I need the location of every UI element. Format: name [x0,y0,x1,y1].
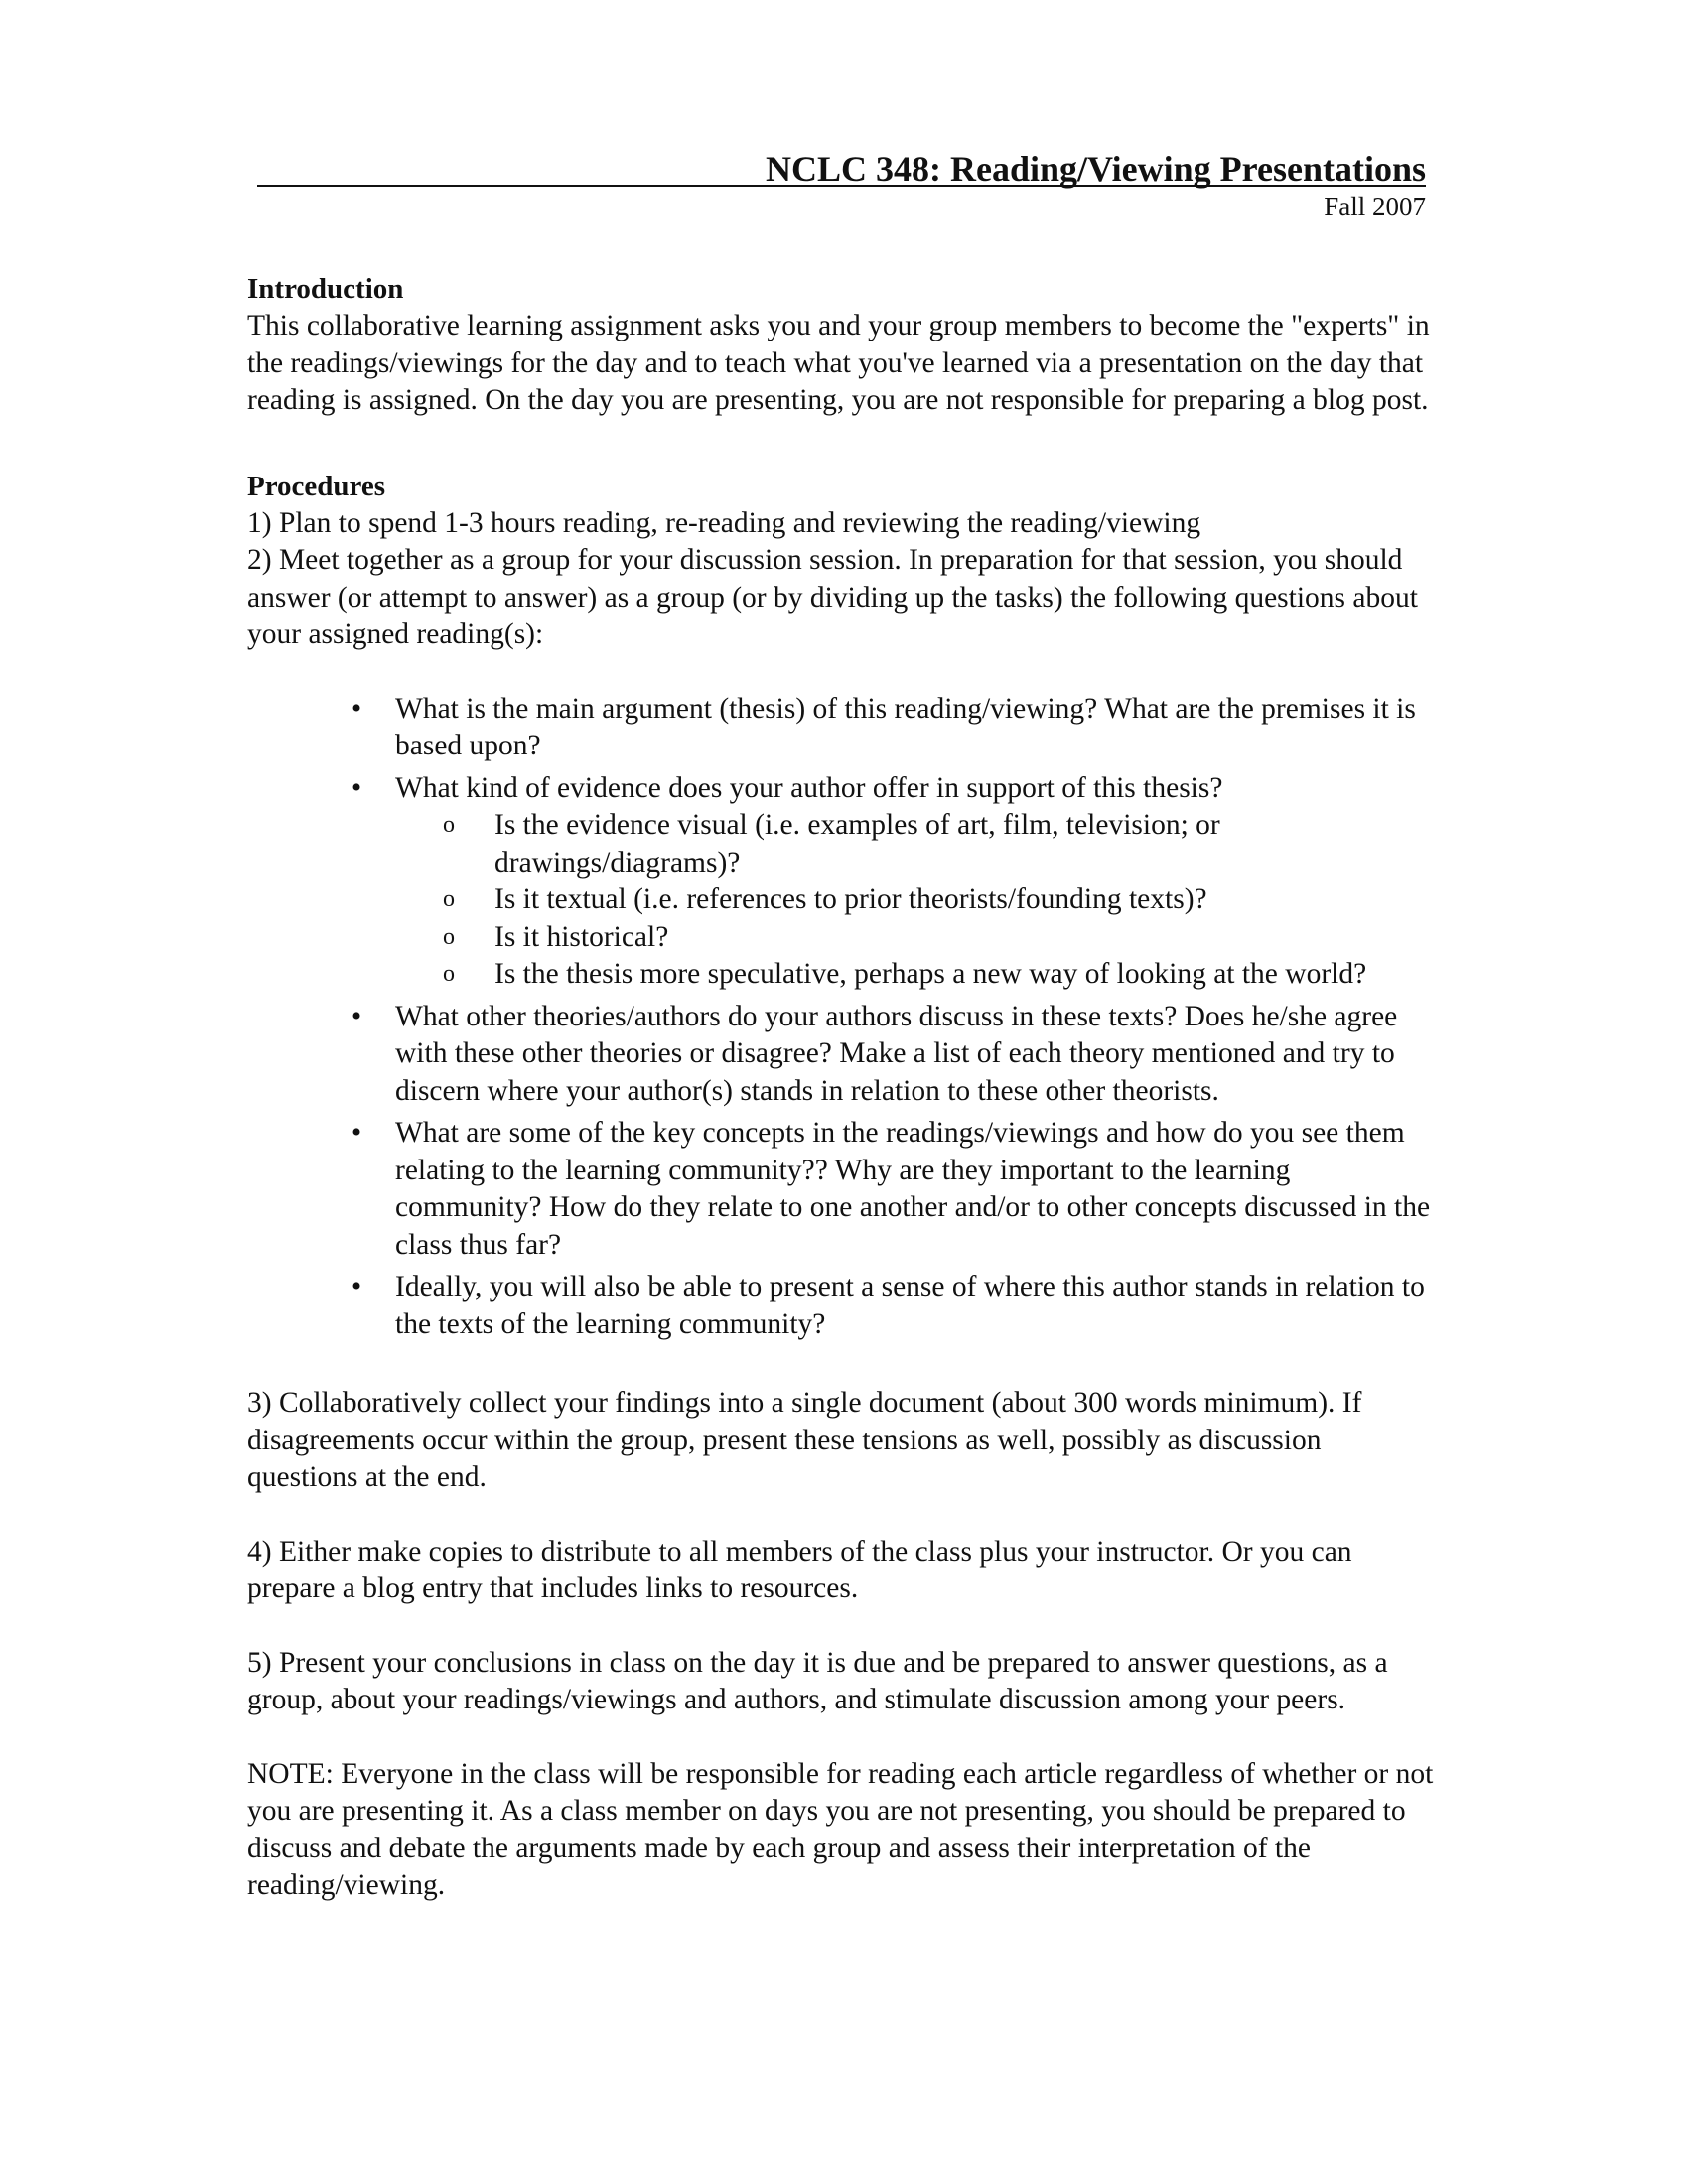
question-text: What other theories/authors do your authors discuss in these texts? Does he/she agree with these other theories or disagree? Make a list of each theory mentioned and try to discern where your author(s) stands in relation to these other theorists. [395,1000,1398,1107]
document-page [247,149,1436,1905]
sub-list-item [395,919,1436,957]
subquestion-text: Is the evidence visual (i.e. examples of art, film, television; or drawings/diagrams)? [494,809,1220,879]
list-item [247,770,1436,994]
term-label: Fall 2007 [1324,192,1426,221]
list-item [247,1115,1436,1264]
question-text: What are some of the key concepts in the readings/viewings and how do you see them relating to the learning community?? Why are they important to the learning community? How do they relate to one another and/or to other concepts discussed in the class thus far? [395,1117,1431,1261]
document-header [247,149,1436,189]
list-item [247,999,1436,1111]
list-item [247,1269,1436,1343]
sub-list-item [395,807,1436,882]
procedure-step-5: 5) Present your conclusions in class on the day it is due and be prepared to answer questions, as a group, about your readings/viewings and authors, and stimulate discussion among your peers. [247,1646,1388,1715]
subquestion-text: Is the thesis more speculative, perhaps a new way of looking at the world? [494,958,1367,990]
list-item [247,691,1436,765]
question-text: What kind of evidence does your author offer in support of this thesis? [395,771,1223,804]
bullet-icon: • [351,1271,362,1302]
procedures-heading: Procedures [247,470,386,502]
bullet-icon: • [351,771,362,804]
procedure-step-1: 1) Plan to spend 1-3 hours reading, re-reading and reviewing the reading/viewing [247,506,1201,539]
circle-bullet-icon: o [443,923,455,950]
subquestion-text: Is it textual (i.e. references to prior theorists/founding texts)? [494,884,1207,915]
bullet-icon: • [351,1117,362,1149]
sub-list-item [395,882,1436,919]
bullet-icon: • [351,692,362,725]
evidence-sublist [395,807,1436,994]
introduction-text: This collaborative learning assignment asks you and your group members to become the "experts" in the readings/viewings for the day and to teach what you've learned via a presentation on the day that reading is assigned. On the day you are presenting, you are not responsible for preparing a blog post. [247,310,1430,416]
question-list [247,691,1436,1344]
document-title: NCLC 348: Reading/Viewing Presentations [766,149,1426,189]
procedure-step-4: 4) Either make copies to distribute to all members of the class plus your instructor. Or you can prepare a blog entry that includes links to resources. [247,1535,1352,1604]
question-text: Ideally, you will also be able to present a sense of where this author stands in relation to the texts of the learning community? [395,1271,1425,1340]
sub-list-item [395,956,1436,994]
procedure-step-2: 2) Meet together as a group for your discussion session. In preparation for that session, you should answer (or attempt to answer) as a group (or by dividing up the tasks) the following questions about your assigned reading(s): [247,544,1418,650]
circle-bullet-icon: o [443,887,455,912]
circle-bullet-icon: o [443,812,455,838]
circle-bullet-icon: o [443,961,455,987]
note-paragraph: NOTE: Everyone in the class will be responsible for reading each article regardless of whether or not you are presenting it. As a class member on days you are not presenting, you should be prepared to discuss and debate the arguments made by each group and assess their interpretation of the reading/viewing. [247,1757,1434,1901]
question-text: What is the main argument (thesis) of this reading/viewing? What are the premises it is based upon? [395,692,1416,761]
bullet-icon: • [351,1000,362,1032]
introduction-heading: Introduction [247,273,404,305]
procedure-step-3: 3) Collaboratively collect your findings into a single document (about 300 words minimum). If disagreements occur within the group, present these tensions as well, possibly as discussion questions at the end. [247,1387,1362,1493]
subquestion-text: Is it historical? [494,920,669,953]
